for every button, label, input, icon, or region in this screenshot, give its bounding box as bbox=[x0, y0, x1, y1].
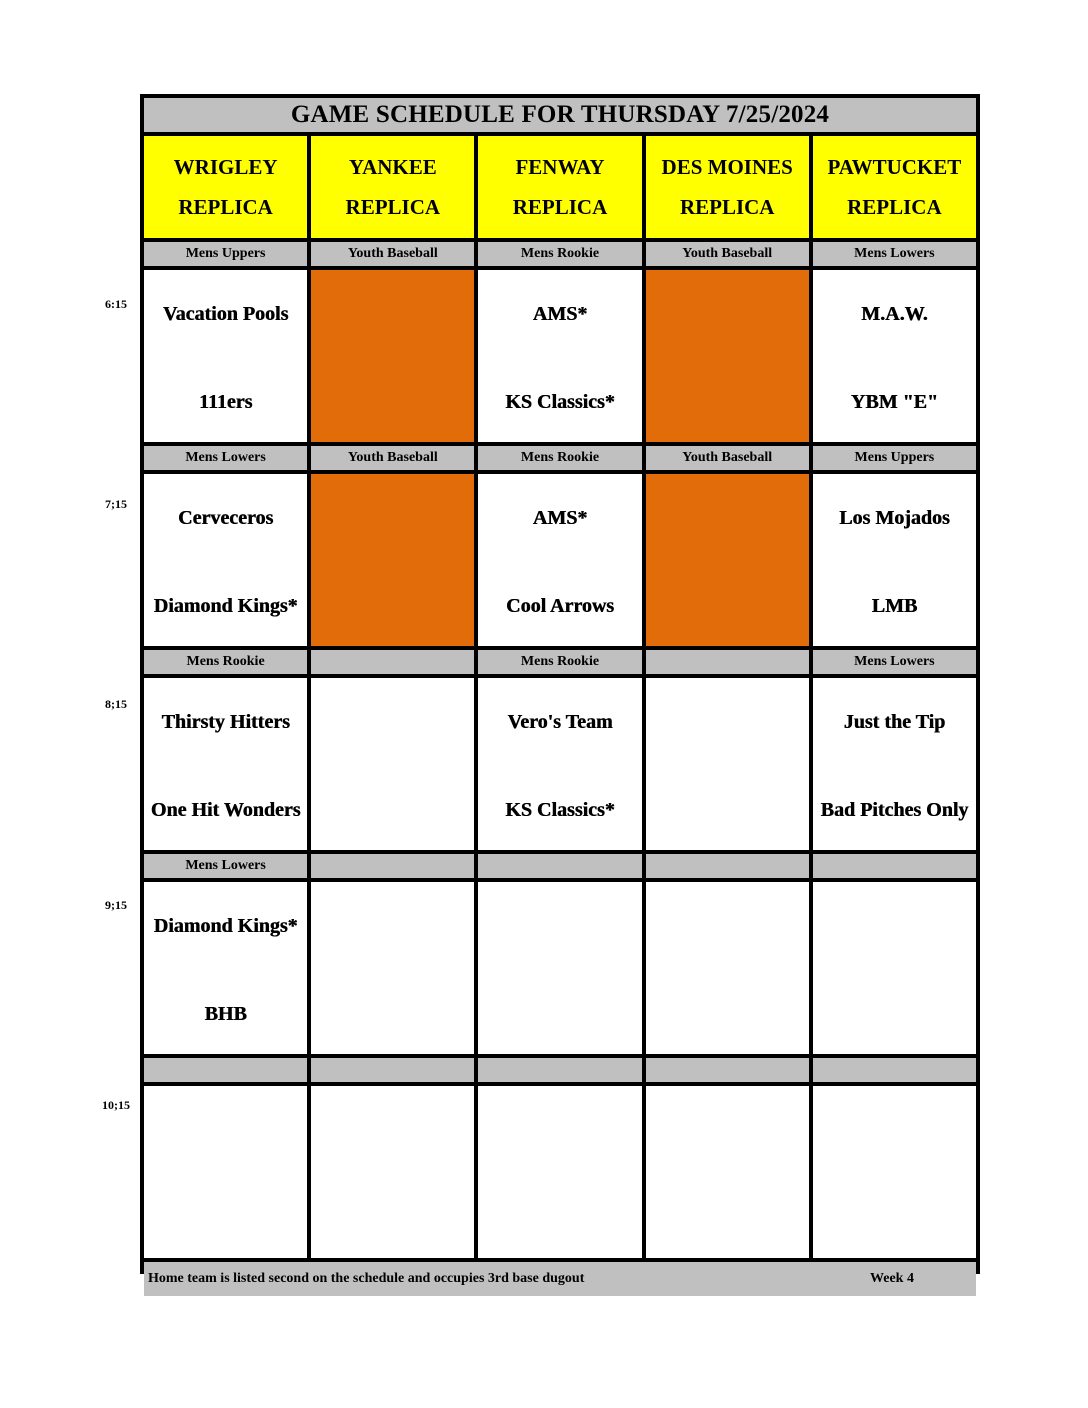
field-header-pawtucket bbox=[813, 136, 976, 238]
time-label: 6:15 bbox=[105, 297, 127, 311]
home-team: YBM "E" bbox=[850, 391, 938, 413]
division-label: Youth Baseball bbox=[311, 242, 474, 266]
field-subtitle: REPLICA bbox=[178, 194, 273, 219]
game-cell bbox=[478, 474, 641, 646]
game-cell bbox=[144, 1086, 307, 1258]
division-label: Mens Lowers bbox=[144, 854, 307, 878]
game-cell bbox=[646, 882, 809, 1054]
division-label bbox=[646, 854, 809, 878]
away-team: Just the Tip bbox=[843, 711, 946, 733]
away-team: Thirsty Hitters bbox=[161, 711, 290, 733]
schedule-title: GAME SCHEDULE FOR THURSDAY 7/25/2024 bbox=[144, 98, 976, 132]
division-label bbox=[144, 1058, 307, 1082]
home-team: Diamond Kings* bbox=[153, 595, 298, 617]
division-label bbox=[311, 650, 474, 674]
home-team: BHB bbox=[204, 1003, 247, 1025]
home-team: Bad Pitches Only bbox=[820, 799, 969, 821]
division-label bbox=[646, 1058, 809, 1082]
home-team: KS Classics* bbox=[505, 799, 615, 821]
home-team: KS Classics* bbox=[505, 391, 615, 413]
game-cell bbox=[478, 882, 641, 1054]
game-cell bbox=[144, 474, 307, 646]
field-name: YANKEE bbox=[348, 154, 437, 179]
time-label: 10;15 bbox=[102, 1098, 130, 1112]
time-label: 9;15 bbox=[105, 898, 127, 912]
game-cell bbox=[144, 678, 307, 850]
schedule-footer bbox=[144, 1262, 976, 1296]
away-team: Vero's Team bbox=[507, 711, 613, 733]
time-label: 7;15 bbox=[105, 497, 127, 511]
division-label: Mens Lowers bbox=[813, 242, 976, 266]
field-name: PAWTUCKET bbox=[827, 154, 962, 179]
field-header-fenway bbox=[478, 136, 641, 238]
home-team: LMB bbox=[871, 595, 918, 617]
field-name: FENWAY bbox=[515, 154, 605, 179]
division-label: Youth Baseball bbox=[311, 446, 474, 470]
game-cell bbox=[478, 1086, 641, 1258]
footer-note: Home team is listed second on the schedule and occupies 3rd base dugout bbox=[148, 1271, 585, 1286]
game-cell bbox=[646, 678, 809, 850]
week-label: Week 4 bbox=[870, 1271, 914, 1286]
division-label bbox=[646, 650, 809, 674]
field-name: DES MOINES bbox=[661, 154, 793, 179]
division-label: Mens Uppers bbox=[144, 242, 307, 266]
division-label bbox=[813, 854, 976, 878]
away-team: Cerveceros bbox=[178, 507, 274, 529]
field-subtitle: REPLICA bbox=[679, 194, 775, 219]
game-cell bbox=[813, 678, 976, 850]
time-label: 8;15 bbox=[105, 697, 127, 711]
game-cell bbox=[646, 474, 809, 646]
game-cell bbox=[813, 270, 976, 442]
division-label: Mens Rookie bbox=[478, 242, 641, 266]
field-subtitle: REPLICA bbox=[512, 194, 608, 219]
field-subtitle: REPLICA bbox=[847, 194, 942, 219]
division-label: Mens Rookie bbox=[478, 446, 641, 470]
division-label: Mens Rookie bbox=[478, 650, 641, 674]
game-cell bbox=[646, 270, 809, 442]
away-team: Los Mojados bbox=[839, 507, 950, 529]
away-team: AMS* bbox=[532, 303, 588, 325]
field-header-des-moines bbox=[646, 136, 809, 238]
division-label bbox=[311, 1058, 474, 1082]
game-cell bbox=[813, 474, 976, 646]
game-cell bbox=[478, 270, 641, 442]
division-label bbox=[478, 854, 641, 878]
division-label: Mens Uppers bbox=[813, 446, 976, 470]
away-team: M.A.W. bbox=[861, 303, 928, 325]
division-label: Mens Lowers bbox=[144, 446, 307, 470]
away-team: Diamond Kings* bbox=[153, 915, 298, 937]
field-subtitle: REPLICA bbox=[345, 194, 441, 219]
game-cell bbox=[311, 1086, 474, 1258]
game-cell bbox=[813, 1086, 976, 1258]
game-cell bbox=[144, 270, 307, 442]
division-label bbox=[478, 1058, 641, 1082]
field-name: WRIGLEY bbox=[173, 154, 278, 179]
game-cell bbox=[311, 678, 474, 850]
home-team: Cool Arrows bbox=[506, 595, 614, 617]
game-cell bbox=[311, 474, 474, 646]
away-team: Vacation Pools bbox=[162, 303, 289, 325]
game-cell bbox=[646, 1086, 809, 1258]
division-label bbox=[311, 854, 474, 878]
home-team: 111ers bbox=[198, 391, 253, 413]
game-cell bbox=[311, 882, 474, 1054]
division-label bbox=[813, 1058, 976, 1082]
game-cell bbox=[813, 882, 976, 1054]
home-team: One Hit Wonders bbox=[150, 799, 301, 821]
away-team: AMS* bbox=[532, 507, 588, 529]
division-label: Youth Baseball bbox=[646, 242, 809, 266]
division-label: Mens Lowers bbox=[813, 650, 976, 674]
game-cell bbox=[144, 882, 307, 1054]
game-cell bbox=[311, 270, 474, 442]
field-header-wrigley bbox=[144, 136, 307, 238]
field-header-yankee bbox=[311, 136, 474, 238]
schedule-table bbox=[140, 94, 980, 1286]
division-label: Youth Baseball bbox=[646, 446, 809, 470]
division-label: Mens Rookie bbox=[144, 650, 307, 674]
game-cell bbox=[478, 678, 641, 850]
